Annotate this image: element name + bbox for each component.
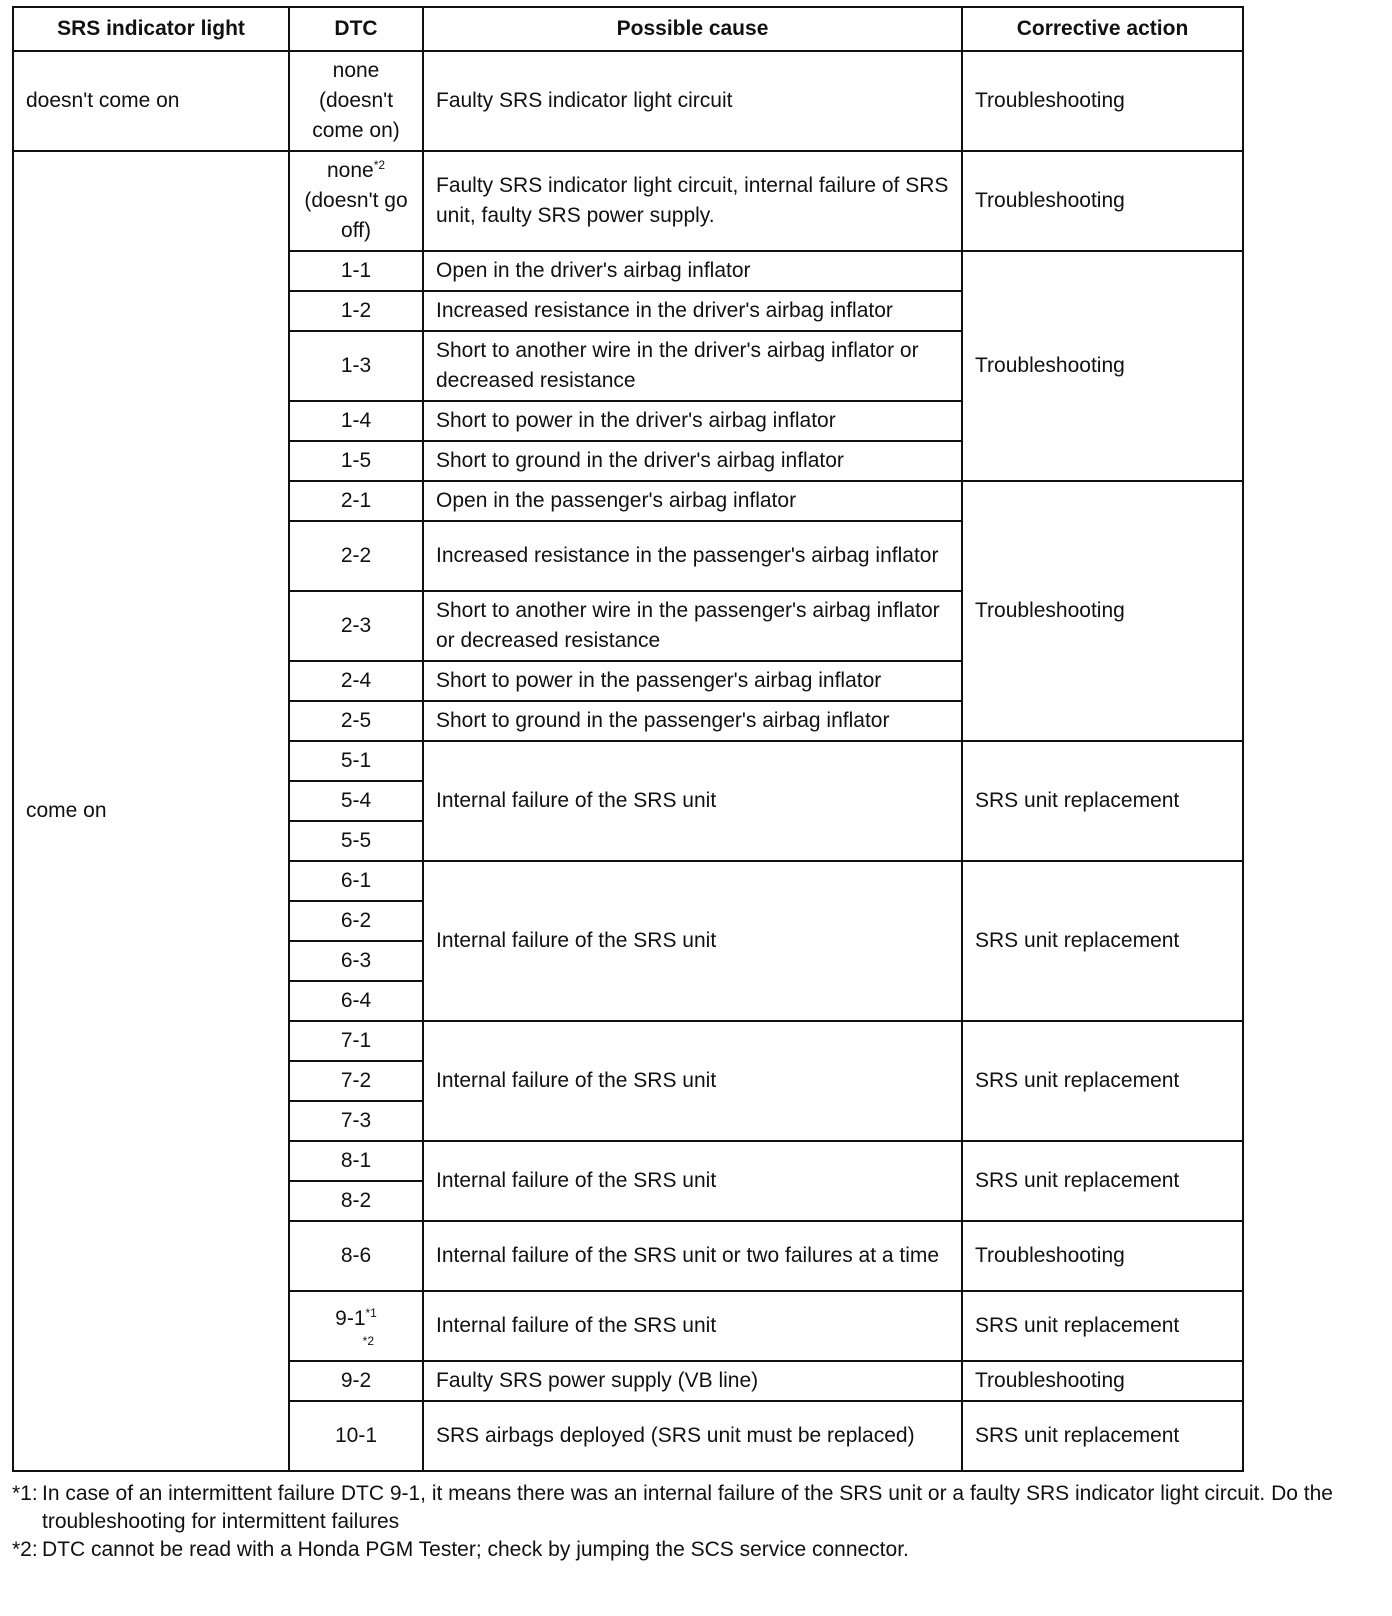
cause-cell: Faulty SRS indicator light circuit, internal failure of SRS unit, faulty SRS power supply. (423, 151, 962, 251)
dtc-cell: 2-5 (289, 701, 423, 741)
dtc-cell: none (doesn't come on) (289, 51, 423, 151)
action-cell: SRS unit replacement (962, 1291, 1243, 1361)
dtc-cell: 6-3 (289, 941, 423, 981)
action-cell: SRS unit replacement (962, 1401, 1243, 1471)
footnotes (12, 1480, 1380, 1564)
footnote-1 (12, 1480, 1380, 1536)
footnote-2 (12, 1536, 1380, 1564)
cause-cell: Increased resistance in the driver's airbag inflator (423, 291, 962, 331)
cause-cell: Faulty SRS indicator light circuit (423, 51, 962, 151)
dtc-cell: 5-1 (289, 741, 423, 781)
action-cell: Troubleshooting (962, 251, 1243, 481)
action-cell: SRS unit replacement (962, 1141, 1243, 1221)
dtc-cell: 2-2 (289, 521, 423, 591)
cause-cell: Short to ground in the passenger's airbag inflator (423, 701, 962, 741)
dtc-cell: 9-2 (289, 1361, 423, 1401)
cause-cell: Short to ground in the driver's airbag inflator (423, 441, 962, 481)
dtc-cell: 5-5 (289, 821, 423, 861)
dtc-cell: 8-2 (289, 1181, 423, 1221)
cause-cell: Short to power in the driver's airbag inflator (423, 401, 962, 441)
dtc-extra: (doesn't go off) (304, 189, 408, 242)
header-possible-cause: Possible cause (423, 7, 962, 51)
dtc-cell: 7-3 (289, 1101, 423, 1141)
dtc-code: none (326, 159, 374, 182)
cause-cell: Open in the driver's airbag inflator (423, 251, 962, 291)
dtc-cell: 2-3 (289, 591, 423, 661)
light-state-cell: come on (13, 151, 289, 1471)
action-cell: Troubleshooting (962, 51, 1243, 151)
cause-cell: Open in the passenger's airbag inflator (423, 481, 962, 521)
light-state-cell: doesn't come on (13, 51, 289, 151)
dtc-cell: 7-2 (289, 1061, 423, 1101)
cause-cell: Internal failure of the SRS unit (423, 1291, 962, 1361)
dtc-cell: 1-3 (289, 331, 423, 401)
dtc-code: 9-1 (335, 1307, 366, 1330)
cause-cell: Internal failure of the SRS unit (423, 741, 962, 861)
dtc-cell: 10-1 (289, 1401, 423, 1471)
footnote-ref: *1 (365, 1306, 377, 1320)
dtc-cell: 8-1 (289, 1141, 423, 1181)
action-cell: SRS unit replacement (962, 861, 1243, 1021)
cause-cell: Internal failure of the SRS unit (423, 1141, 962, 1221)
cause-cell: Increased resistance in the passenger's airbag inflator (423, 521, 962, 591)
srs-dtc-document (12, 6, 1380, 1564)
cause-cell: Short to power in the passenger's airbag inflator (423, 661, 962, 701)
srs-dtc-table (12, 6, 1244, 1472)
footnote-ref: *2 (362, 1334, 374, 1348)
footnote-marker: *2: (12, 1538, 38, 1561)
action-cell: Troubleshooting (962, 1361, 1243, 1401)
action-cell: Troubleshooting (962, 151, 1243, 251)
header-dtc: DTC (289, 7, 423, 51)
dtc-cell: 1-1 (289, 251, 423, 291)
dtc-cell: 2-1 (289, 481, 423, 521)
dtc-cell (289, 1291, 423, 1361)
dtc-cell: 7-1 (289, 1021, 423, 1061)
footnote-ref: *2 (373, 158, 386, 172)
dtc-cell: 2-4 (289, 661, 423, 701)
table-header-row (13, 7, 1243, 51)
dtc-cell: 5-4 (289, 781, 423, 821)
table-row (13, 51, 1243, 151)
dtc-cell: 6-1 (289, 861, 423, 901)
cause-cell: Short to another wire in the passenger's airbag inflator or decreased resistance (423, 591, 962, 661)
cause-cell: Internal failure of the SRS unit (423, 1021, 962, 1141)
cause-cell: Faulty SRS power supply (VB line) (423, 1361, 962, 1401)
action-cell: SRS unit replacement (962, 741, 1243, 861)
dtc-cell: 8-6 (289, 1221, 423, 1291)
header-corrective-action: Corrective action (962, 7, 1243, 51)
cause-cell: Short to another wire in the driver's airbag inflator or decreased resistance (423, 331, 962, 401)
dtc-cell: 1-4 (289, 401, 423, 441)
dtc-cell: 6-4 (289, 981, 423, 1021)
dtc-cell (289, 151, 423, 251)
table-row (13, 151, 1243, 251)
dtc-cell: 1-2 (289, 291, 423, 331)
cause-cell: Internal failure of the SRS unit or two failures at a time (423, 1221, 962, 1291)
cause-cell: Internal failure of the SRS unit (423, 861, 962, 1021)
action-cell: Troubleshooting (962, 481, 1243, 741)
action-cell: SRS unit replacement (962, 1021, 1243, 1141)
dtc-cell: 6-2 (289, 901, 423, 941)
footnote-text: In case of an intermittent failure DTC 9-1, it means there was an internal failure of the SRS unit or a faulty SRS indicator light circuit. Do the troubleshooting for intermittent failures (42, 1482, 1333, 1533)
dtc-cell: 1-5 (289, 441, 423, 481)
footnote-marker: *1: (12, 1482, 38, 1505)
header-srs-indicator-light: SRS indicator light (13, 7, 289, 51)
action-cell: Troubleshooting (962, 1221, 1243, 1291)
footnote-text: DTC cannot be read with a Honda PGM Tester; check by jumping the SCS service connector. (42, 1538, 909, 1561)
cause-cell: SRS airbags deployed (SRS unit must be replaced) (423, 1401, 962, 1471)
